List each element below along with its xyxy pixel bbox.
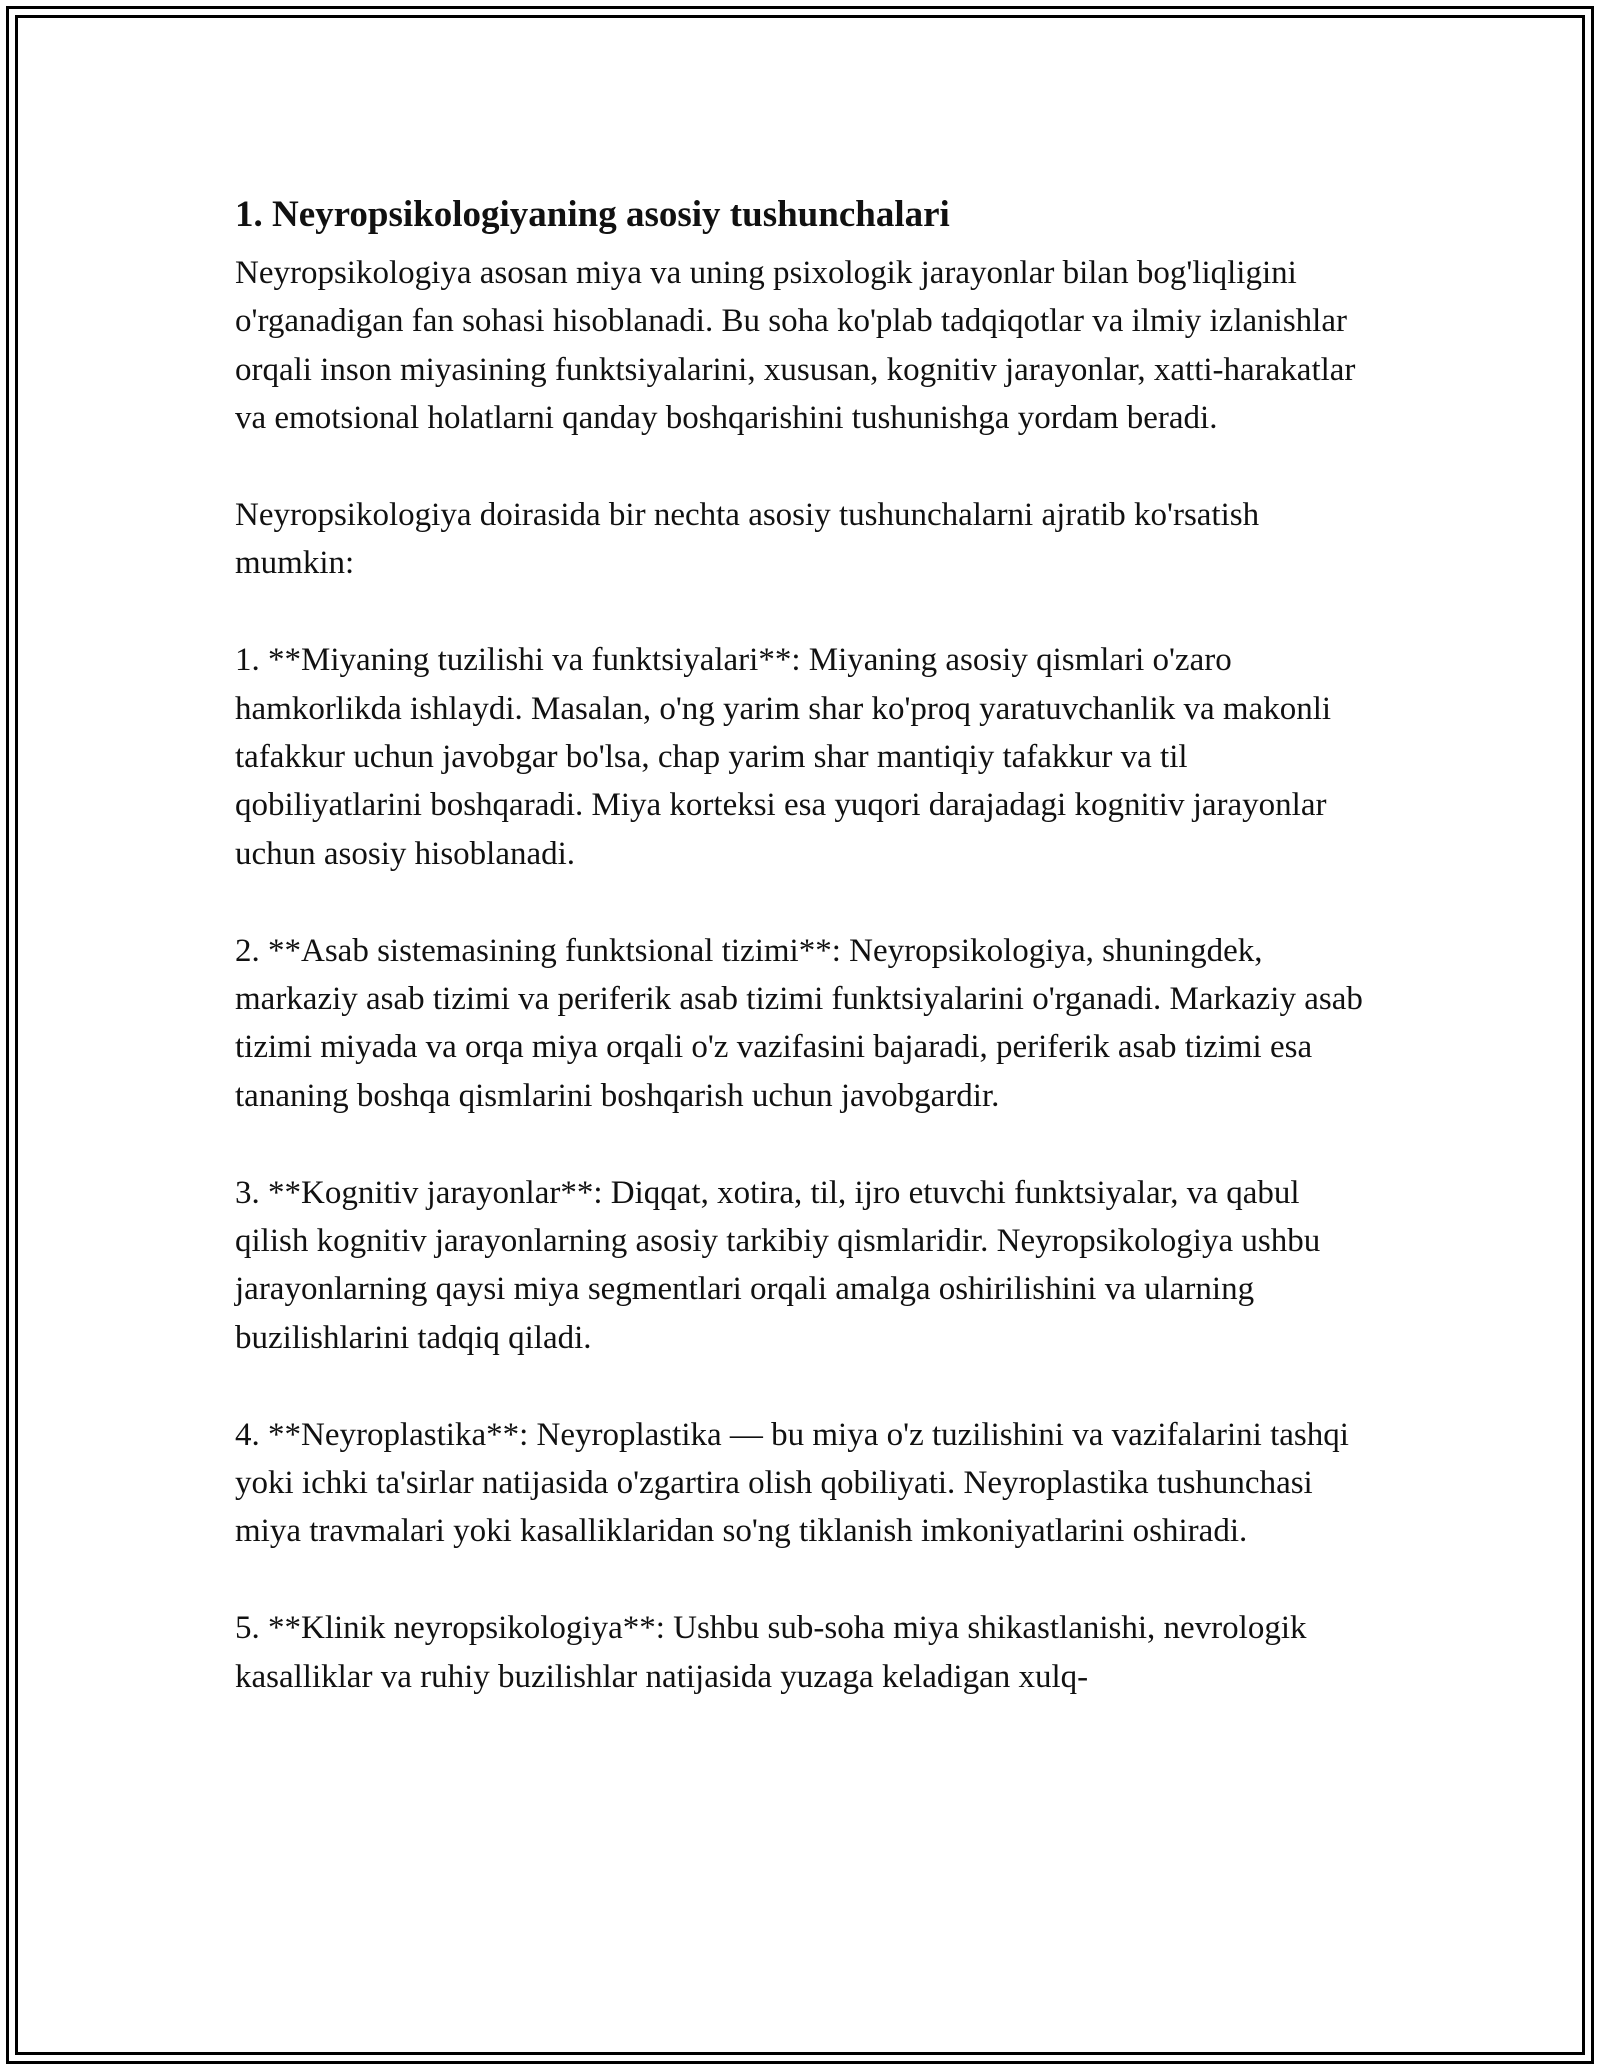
section-heading: 1. Neyropsikologiyaning asosiy tushunchalari xyxy=(235,194,950,235)
paragraph-intro: Neyropsikologiya asosan miya va uning psixologik jarayonlar bilan bog'liqligini o'rganadigan fan sohasi hisoblanadi. Bu soha ko'plab tadqiqotlar va ilmiy izlanishlar orqali inson miyasining funktsiyalarini, xususan, kognitiv jarayonlar, xatti-harakatlar va emotsional holatlarni qanday boshqarishini tushunishga yordam beradi. xyxy=(235,255,1356,437)
paragraph-list-intro: Neyropsikologiya doirasida bir nechta asosiy tushunchalarni ajratib ko'rsatish mumkin: xyxy=(235,497,1260,582)
paragraph-item-1: 1. **Miyaning tuzilishi va funktsiyalari**: Miyaning asosiy qismlari o'zaro hamkorlikda ishlaydi. Masalan, o'ng yarim shar ko'proq yaratuvchanlik va makonli tafakkur uchun javobgar bo'lsa, chap yarim shar mantiqiy tafakkur va til qobiliyatlarini boshqaradi. Miya korteksi esa yuqori darajadagi kognitiv jarayonlar uchun asosiy hisoblanadi. xyxy=(235,642,1332,872)
paragraph-item-3: 3. **Kognitiv jarayonlar**: Diqqat, xotira, til, ijro etuvchi funktsiyalar, va qabul qilish kognitiv jarayonlarning asosiy tarkibiy qismlaridir. Neyropsikologiya ushbu jarayonlarning qaysi miya segmentlari orqali amalga oshirilishini va ularning buzilishlarini tadqiq qiladi. xyxy=(235,1174,1321,1356)
paragraph-item-4: 4. **Neyroplastika**: Neyroplastika — bu miya o'z tuzilishini va vazifalarini tashqi yoki ichki ta'sirlar natijasida o'zgartira olish qobiliyati. Neyroplastika tushunchasi miya travmalari yoki kasalliklaridan so'ng tiklanish imkoniyatlarini oshiradi. xyxy=(235,1416,1349,1550)
paragraph-item-5: 5. **Klinik neyropsikologiya**: Ushbu sub-soha miya shikastlanishi, nevrologik kasalliklar va ruhiy buzilishlar natijasida yuzaga keladigan xulq- xyxy=(235,1610,1307,1695)
document-body xyxy=(235,185,1375,1701)
paragraph-item-2: 2. **Asab sistemasining funktsional tizimi**: Neyropsikologiya, shuningdek, markaziy asab tizimi va periferik asab tizimi funktsiyalarini o'rganadi. Markaziy asab tizimi miyada va orqa miya orqali o'z vazifasini bajaradi, periferik asab tizimi esa tananing boshqa qismlarini boshqarish uchun javobgardir. xyxy=(235,932,1363,1114)
